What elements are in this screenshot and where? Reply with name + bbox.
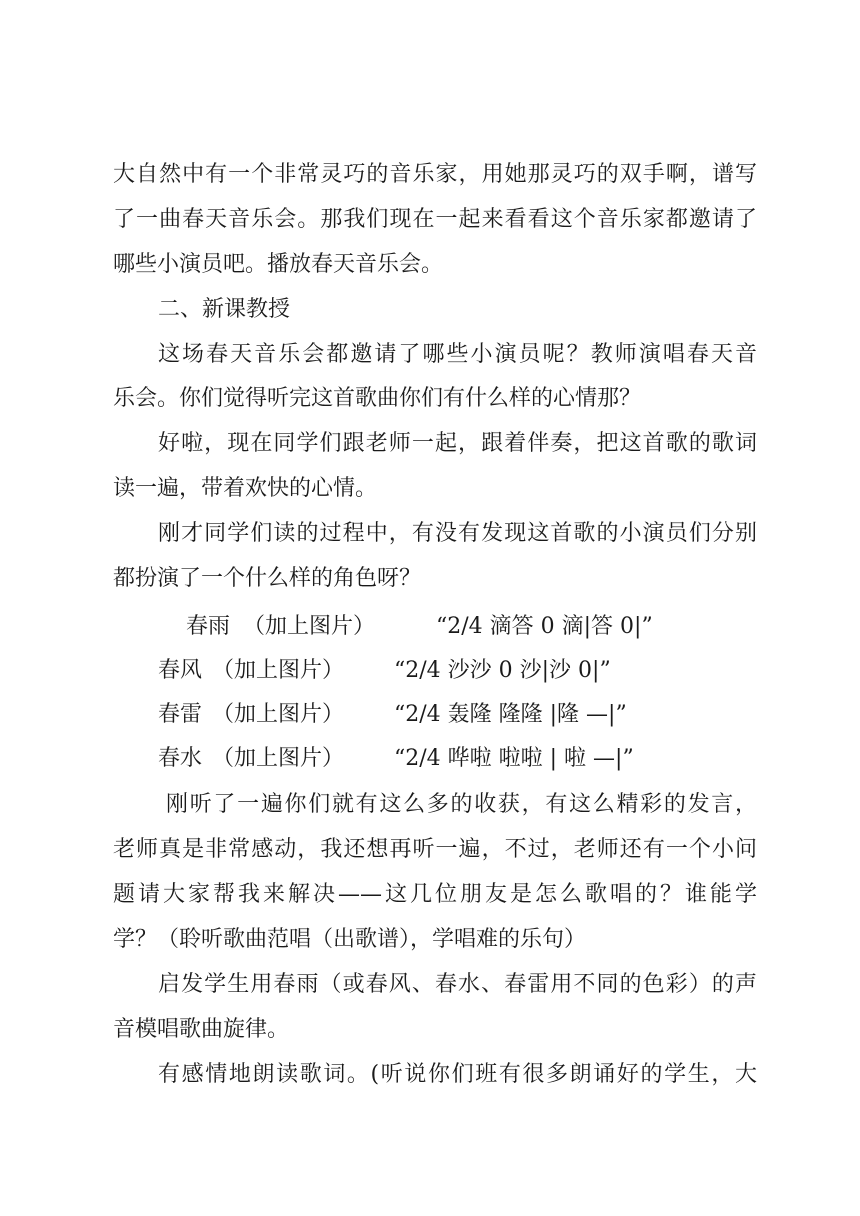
- song-role: 春雨: [186, 614, 231, 639]
- song-rhythm: “2/4 沙沙 0 沙|沙 0|”: [394, 658, 611, 683]
- song-note: （加上图片）: [243, 614, 376, 639]
- song-role: 春风: [158, 658, 203, 683]
- paragraph-1-line-3: 哪些小演员吧。播放春天音乐会。: [113, 252, 444, 277]
- paragraph-1-line-2: 了一曲春天音乐会。那我们现在一起来看看这个音乐家都邀请了: [113, 207, 757, 232]
- paragraph-5-line-3: 题请大家帮我来解决——这几位朋友是怎么歌唱的？谁能学: [113, 882, 757, 907]
- song-role: 春雷: [158, 702, 203, 727]
- paragraph-5-line-4: 学？（聆听歌曲范唱（出歌谱），学唱难的乐句）: [113, 927, 587, 952]
- paragraph-6-line-1: 启发学生用春雨（或春风、春水、春雷用不同的色彩）的声: [158, 972, 757, 997]
- song-role: 春水: [158, 746, 203, 771]
- section-heading: 二、新课教授: [158, 297, 291, 322]
- song-rhythm: “2/4 哗啦 啦啦 | 啦 —|”: [394, 746, 634, 771]
- paragraph-5-line-1: 刚听了一遍你们就有这么多的收获，有这么精彩的发言，: [166, 792, 757, 817]
- song-note: （加上图片）: [212, 746, 345, 771]
- song-item-row: [0, 744, 860, 774]
- paragraph-7-line-1: 有感情地朗读歌词。(听说你们班有很多朗诵好的学生，大: [158, 1062, 757, 1087]
- paragraph-2-line-1: 这场春天音乐会都邀请了哪些小演员呢？教师演唱春天音: [158, 342, 757, 367]
- song-note: （加上图片）: [212, 658, 345, 683]
- paragraph-3-line-1: 好啦，现在同学们跟老师一起，跟着伴奏，把这首歌的歌词: [158, 431, 757, 456]
- paragraph-2-line-2: 乐会。你们觉得听完这首歌曲你们有什么样的心情那？: [113, 386, 642, 411]
- paragraph-3-line-2: 读一遍，带着欢快的心情。: [113, 476, 378, 501]
- paragraph-6-line-2: 音模唱歌曲旋律。: [113, 1017, 290, 1042]
- song-note: （加上图片）: [212, 702, 345, 727]
- paragraph-5-line-2: 老师真是非常感动，我还想再听一遍，不过，老师还有一个小问: [113, 837, 757, 862]
- paragraph-4-line-2: 都扮演了一个什么样的角色呀？: [113, 566, 422, 591]
- paragraph-4-line-1: 刚才同学们读的过程中，有没有发现这首歌的小演员们分别: [158, 521, 757, 546]
- song-rhythm: “2/4 滴答 0 滴|答 0|”: [436, 614, 653, 639]
- paragraph-1-line-1: 大自然中有一个非常灵巧的音乐家，用她那灵巧的双手啊，谱写: [113, 162, 757, 187]
- song-item-row: [0, 700, 860, 730]
- song-item-row: [0, 612, 860, 642]
- song-item-row: [0, 656, 860, 686]
- song-rhythm: “2/4 轰隆 隆隆 |隆 —|”: [394, 702, 627, 727]
